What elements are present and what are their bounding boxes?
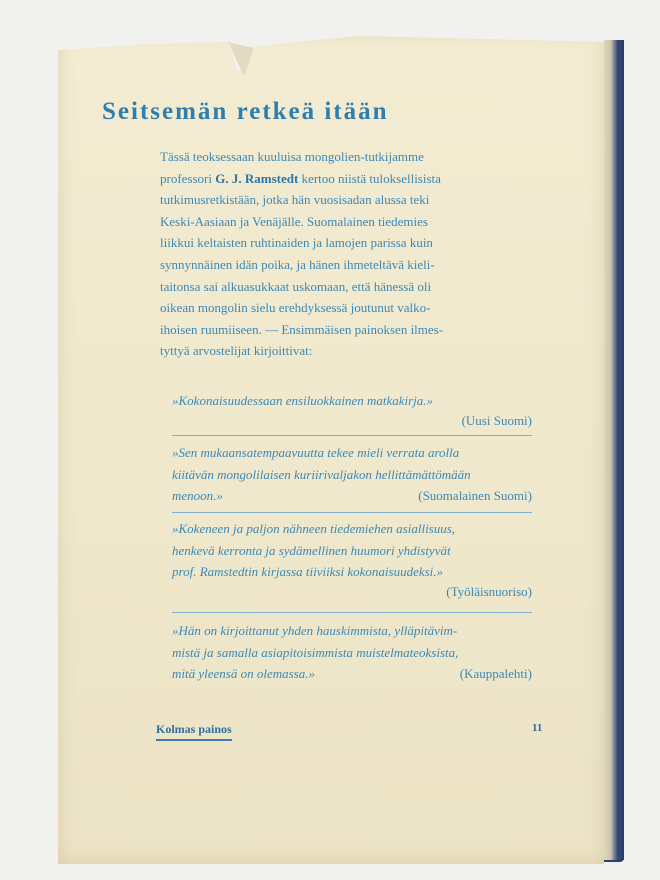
- para-line-4: Keski-Aasiaan ja Venäjälle. Suomalainen tiedemies: [160, 213, 428, 229]
- book-title: Seitsemän retkeä itään: [102, 98, 389, 125]
- description-paragraph: [160, 146, 532, 362]
- review-divider-3: [172, 612, 532, 613]
- para-line-2b: kertoo niistä tuloksellisista: [298, 170, 441, 186]
- para-line-6: synnynnäinen idän poika, ja hänen ihmeteltävä kieli-: [160, 256, 435, 272]
- author-name: G. J. Ramstedt: [215, 170, 299, 186]
- review-2-line-3: menoon.»: [172, 488, 223, 504]
- review-2-line-2: kiitävän mongolilaisen kuriirivaljakon hellittämättömään: [172, 466, 471, 482]
- review-3: [172, 518, 532, 602]
- para-line-3: tutkimusretkistään, jotka hän vuosisadan alussa teki: [160, 192, 430, 208]
- book-spine-edge: [602, 40, 624, 860]
- review-4-line-2: mistä ja samalla asiapitoisimmista muistelmateoksista,: [172, 644, 459, 660]
- edition-label: Kolmas painos: [156, 722, 232, 741]
- review-2-line-1: »Sen mukaansatempaavuutta tekee mieli verrata arolla: [172, 445, 460, 460]
- para-line-10: tyttyä arvostelijat kirjoittivat:: [160, 343, 313, 359]
- para-line-1: Tässä teoksessaan kuuluisa mongolien-tutkijamme: [160, 149, 424, 164]
- para-line-7: taitonsa sai alkuasukkaat uskomaan, että hänessä oli: [160, 278, 432, 294]
- para-line-8: oikean mongolin sielu erehdyksessä joutunut valko-: [160, 300, 431, 316]
- review-4: [172, 620, 532, 685]
- review-3-source: (Työläisnuoriso): [446, 583, 532, 599]
- review-3-line-3: prof. Ramstedtin kirjassa tiiviiksi kokonaisuudeksi.»: [172, 564, 444, 580]
- review-1: [172, 390, 532, 431]
- review-1-source: (Uusi Suomi): [461, 412, 532, 428]
- para-line-5: liikkui keltaisten ruhtinaiden ja lamojen parissa kuin: [160, 235, 433, 251]
- review-2: [172, 442, 532, 507]
- review-4-line-1: »Hän on kirjoittanut yhden hauskimmista, ylläpitävim-: [172, 623, 458, 638]
- para-line-9: ihoisen ruumiiseen. — Ensimmäisen painoksen ilmes-: [160, 321, 444, 337]
- para-line-2a: professori: [160, 170, 216, 186]
- review-3-line-1: »Kokeneen ja paljon nähneen tiedemiehen asiallisuus,: [172, 521, 456, 536]
- review-2-source: (Suomalainen Suomi): [418, 488, 532, 504]
- review-divider-2: [172, 512, 532, 513]
- review-3-line-2: henkevä kerronta ja sydämellinen huumori yhdistyvät: [172, 542, 451, 558]
- review-1-quote: »Kokonaisuudessaan ensiluokkainen matkakirja.»: [172, 393, 434, 408]
- review-4-source: (Kauppalehti): [459, 666, 532, 682]
- review-divider-1: [172, 435, 532, 436]
- review-4-line-3: mitä yleensä on olemassa.»: [172, 666, 315, 682]
- catalog-number: 11: [532, 722, 543, 734]
